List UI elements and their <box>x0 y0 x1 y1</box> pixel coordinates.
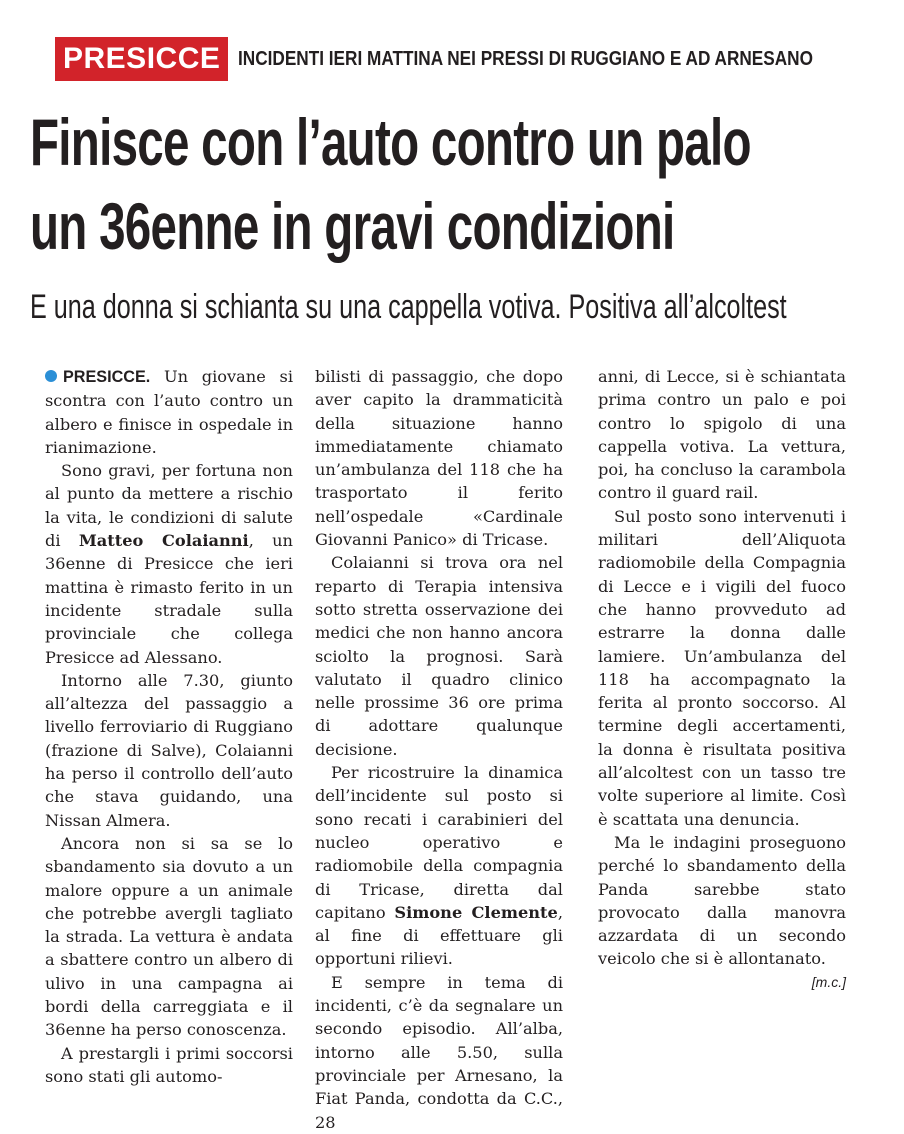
paragraph-8-cont: anni, di Lecce, si è schiantata prima contro un palo e poi contro lo spigolo di una cappella votiva. La vettura, poi, ha concluso la carambola contro il guard rail. <box>598 367 846 503</box>
headline-line-2: un 36enne in gravi condizioni <box>30 189 675 263</box>
article-column-2 <box>315 365 563 1134</box>
paragraph-text: Un giovane si scontra con l’auto contro un albero e finisce in ospedale in rianimazione. <box>45 367 293 457</box>
person-name: Simone Clemente <box>394 902 558 922</box>
paragraph-text: Ma le indagini proseguono perché lo sbandamento della Panda sarebbe stato provocato dalla manovra azzardata di un secondo veicolo che si è allontanato. <box>598 832 846 969</box>
header-row <box>55 37 904 81</box>
article-column-3 <box>598 365 846 994</box>
subheadline: E una donna si schianta su una cappella votiva. Positiva all’alcoltest <box>30 288 787 326</box>
paragraph-9: Sul posto sono intervenuti i militari dell’Aliquota radiomobile della Compagnia di Lecce e i vigili del fuoco che hanno provveduto ad estrarre la donna dalle lamiere. Un’ambulanza del 118 ha accompagnato la ferita al pronto soccorso. Al termine degli accertamenti, la donna è risultata positiva all’alcoltest con un tasso tre volte superiore al limite. Così è scattata una denuncia. <box>598 506 846 829</box>
paragraph-text: Per ricostruire la dinamica dell’incidente sul posto si sono recati i carabinieri del nucleo operativo e radiomobile della compagnia di Tricase, diretta dal capitano <box>315 763 563 922</box>
article-column-1 <box>45 365 293 1088</box>
person-name: Matteo Colaianni <box>78 531 249 551</box>
section-tag: PRESICCE <box>55 37 228 81</box>
headline-line-1: Finisce con l’auto contro un palo <box>30 105 751 179</box>
paragraph-text: , al fine di effettuare gli opportuni rilievi. <box>315 902 563 969</box>
paragraph-10 <box>598 831 846 990</box>
paragraph-8-start: E sempre in tema di incidenti, c’è da segnalare un secondo episodio. All’alba, intorno alle 5.50, sulla provinciale per Arnesano, la Fiat Panda, condotta da C.C., 28 <box>315 972 563 1132</box>
paragraph-6: Colaianni si trova ora nel reparto di Terapia intensiva sotto stretta osservazione dei medici che non hanno ancora sciolto la prognosi. Sarà valutato il quadro clinico nelle prossime 36 ore prima di adottare qualunque decisione. <box>315 553 563 759</box>
kicker: INCIDENTI IERI MATTINA NEI PRESSI DI RUGGIANO E AD ARNESANO <box>238 47 814 70</box>
paragraph-text: , un 36enne di Presicce che ieri mattina è rimasto ferito in un incidente stradale sulla provinciale che collega Presicce ad Alessano. <box>45 531 293 667</box>
paragraph-1 <box>45 365 293 459</box>
bullet-dot-icon <box>45 370 57 382</box>
paragraph-4: Ancora non si sa se lo sbandamento sia dovuto a un malore oppure a un animale che potrebbe avergli tagliato la strada. La vettura è andata a sbattere contro un albero di ulivo in una campagna ai bordi della carreggiata e il 36enne ha perso conoscenza. <box>45 833 293 1040</box>
paragraph-2 <box>45 459 293 669</box>
dateline: PRESICCE. <box>63 368 151 386</box>
signature: [m.c.] <box>811 973 846 990</box>
headline <box>30 100 751 268</box>
paragraph-3: Intorno alle 7.30, giunto all’altezza del passaggio a livello ferroviario di Ruggiano (frazione di Salve), Colaianni ha perso il controllo dell’auto che stava guidando, una Nissan Almera. <box>45 670 293 830</box>
paragraph-5-cont: bilisti di passaggio, che dopo aver capito la drammaticità della situazione hanno immediatamente chiamato un’ambulanza del 118 che ha trasportato il ferito nell’ospedale «Cardinale Giovanni Panico» di Tricase. <box>315 367 563 550</box>
paragraph-5-start: A prestargli i primi soccorsi sono stati gli automo- <box>45 1043 293 1086</box>
paragraph-text: Sono gravi, per fortuna non al punto da mettere a rischio la vita, le condizioni di salute di <box>45 461 293 551</box>
paragraph-7 <box>315 761 563 971</box>
